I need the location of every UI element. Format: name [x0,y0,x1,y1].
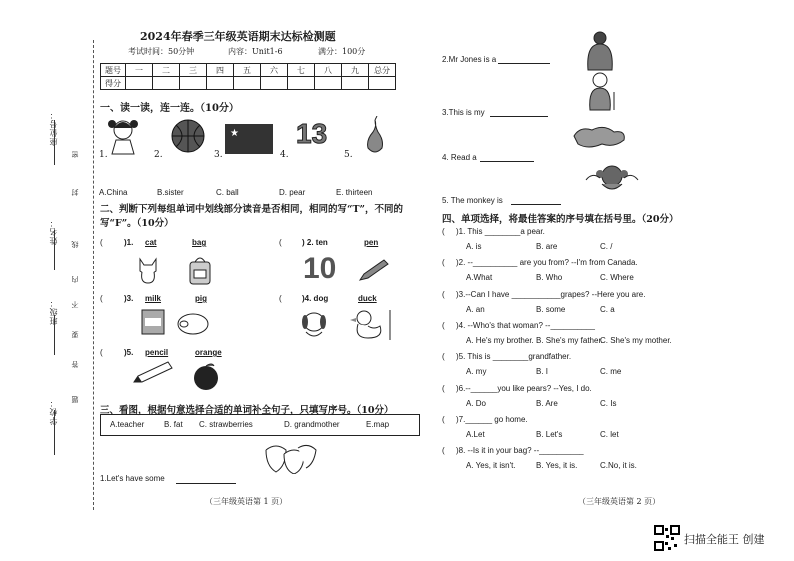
s2-word-pen[interactable]: pen [364,238,379,247]
s3-word: E.map [366,420,390,429]
grandmother-picture [586,70,618,112]
orange-picture [190,360,222,392]
score-cell [207,77,234,90]
ten-picture: 10 [303,252,337,285]
mc-option-a[interactable]: A. He's my brother. [466,336,534,345]
r-q3-blank[interactable] [490,116,548,117]
s1-num: 3. [214,150,223,160]
s3-word: D. grandmother [284,420,340,429]
s1-num: 4. [280,150,289,160]
score-header: 四 [207,64,234,77]
mc-option-b[interactable]: B. Who [536,273,563,282]
exam-score: 满分：100分 [318,47,366,56]
score-header: 三 [180,64,207,77]
section1-heading: 一、读一读，连一连。（10分） [100,103,239,114]
mc-answer-paren[interactable]: ( [442,321,445,330]
r-q3: 3.This is my [442,108,485,117]
mc-option-a[interactable]: A.Let [466,430,485,439]
r-q2: 2.Mr Jones is a [442,55,497,64]
s2-item-num: )1. [124,238,134,247]
s1-num: 1. [99,150,108,160]
s2-word-cat[interactable]: cat [145,238,157,247]
s2-paren: ( [100,348,103,357]
name-line [54,230,55,270]
mc-option-c[interactable]: C. Where [600,273,634,282]
s3-q1-blank[interactable] [176,483,236,484]
r-q4: 4. Read a [442,153,477,162]
s3-word: A.teacher [110,420,145,429]
score-header: 总分 [369,64,396,77]
score-cell [261,77,288,90]
bag-picture [186,254,214,286]
section3-heading: 三、看图，根据句意选择合适的单词补全句子，只填写序号。（10分） [100,405,394,416]
mc-option-c[interactable]: C. She's my mother. [600,336,672,345]
s2-word-duck[interactable]: duck [358,294,377,303]
pear-picture [364,116,386,156]
score-header: 一 [126,64,153,77]
s3-word: C. strawberries [199,420,253,429]
fat-man-picture [586,30,614,72]
mc-question: )6.--______you like pears? --Yes, I do. [456,384,592,393]
seal-char: 要 [71,330,79,338]
mc-option-c[interactable]: C.No, it is. [600,461,637,470]
s2-paren: ( [279,238,282,247]
mc-answer-paren[interactable]: ( [442,415,445,424]
s3-q1: 1.Let's have some [100,474,165,483]
s2-item-num: )3. [124,294,134,303]
girl-picture [106,116,140,156]
s2-word-milk[interactable]: milk [145,294,162,303]
s1-option: E. thirteen [336,188,373,197]
ball-picture [170,118,206,154]
mc-answer-paren[interactable]: ( [442,352,445,361]
mc-option-c[interactable]: C. a [600,305,615,314]
r-q5-blank[interactable] [511,204,561,205]
mc-option-b[interactable]: B. Are [536,399,558,408]
mc-question: )8. --Is it in your bag? --__________ [456,446,584,455]
s1-option: A.China [99,188,128,197]
seal-char: 线 [71,240,79,248]
mc-question: )2. --__________ are you from? --I'm from Canada. [456,258,638,267]
seal-char: 不 [71,300,79,308]
score-header: 二 [153,64,180,77]
mc-question: )3.--Can I have ___________grapes? --Here you are. [456,290,646,299]
monkey-picture [582,162,640,192]
duck-picture [350,308,392,342]
s2-paren: ( [100,238,103,247]
score-header: 九 [342,64,369,77]
section4-heading: 四、单项选择，将最佳答案的序号填在括号里。（20分） [442,214,679,225]
s1-num: 2. [154,150,163,160]
score-header: 七 [288,64,315,77]
r-q5: 5. The monkey is [442,196,503,205]
mc-option-c[interactable]: C. / [600,242,613,251]
school-label: 学校： [49,398,58,425]
r-q4-blank[interactable] [480,161,534,162]
s1-option: B.sister [157,188,184,197]
exam-title: 2024年春季三年级英语期末达标检测题 [140,30,336,43]
seal-char: 内 [71,275,79,283]
score-table [100,63,396,90]
mc-question: )5. This is ________grandfather. [456,352,572,361]
page2-footer: （三年级英语第 2 页） [578,497,661,506]
strawberries-picture [262,440,318,474]
seat-line [54,120,55,165]
s2-item-num: ) 2. ten [302,238,328,247]
mc-answer-paren[interactable]: ( [442,258,445,267]
mc-option-b[interactable]: B. Yes, it is. [536,461,578,470]
china-flag-picture [225,124,273,154]
s2-word-bag[interactable]: bag [192,238,207,247]
mc-option-a[interactable]: A. an [466,305,485,314]
mc-option-b[interactable]: B. She's my father. [536,336,603,345]
pen-picture [356,256,390,284]
s1-num: 5. [344,150,353,160]
mc-answer-paren[interactable]: ( [442,227,445,236]
score-cell [288,77,315,90]
section2-heading: 二、判断下列每组单词中划线部分读音是否相同，相同的写“T”，不同的写“F”。（10分） [100,204,403,229]
mc-option-a[interactable]: A.What [466,273,493,282]
mc-question: )7.______ go home. [456,415,528,424]
mc-option-b[interactable]: B. I [536,367,549,376]
pig-picture [176,310,210,336]
r-q2-blank[interactable] [498,63,550,64]
score-header: 八 [315,64,342,77]
seal-line [93,40,94,510]
score-cell [342,77,369,90]
mc-option-c[interactable]: C. Is [600,399,617,408]
seal-char: 密 [71,150,79,158]
s2-word-pencil[interactable]: pencil [145,348,169,357]
score-cell [180,77,207,90]
mc-option-c[interactable]: C. me [600,367,622,376]
map-picture [570,122,628,152]
mc-option-c[interactable]: C. let [600,430,619,439]
class-label: 班级： [49,298,58,325]
mc-answer-paren[interactable]: ( [442,446,445,455]
page1-footer: （三年级英语第 1 页） [205,497,288,506]
mc-answer-paren[interactable]: ( [442,384,445,393]
svg-text:★: ★ [230,128,239,139]
score-header: 题号 [101,64,126,77]
seal-char: 题 [71,395,79,403]
seal-char: 封 [71,188,79,196]
mc-answer-paren[interactable]: ( [442,290,445,299]
exam-time: 考试时间：50分钟 [128,47,195,56]
s2-paren: ( [100,294,103,303]
score-cell [369,77,396,90]
score-header: 六 [261,64,288,77]
mc-option-a[interactable]: A. is [466,242,482,251]
seal-char: 答 [71,360,79,368]
watermark-text: 扫描全能王 创建 [684,533,765,546]
score-cell [315,77,342,90]
score-cell [126,77,153,90]
cat-picture [134,255,162,285]
s3-word: B. fat [164,420,183,429]
qr-code-icon [654,525,680,551]
s2-item-num: )5. [124,348,134,357]
score-cell [153,77,180,90]
mc-option-a[interactable]: A. Do [466,399,487,408]
s2-word-pig[interactable]: pig [195,294,207,303]
s1-option: D. pear [279,188,306,197]
thirteen-picture: 13 [296,118,328,149]
mc-option-b[interactable]: B. some [536,305,566,314]
score-row-label: 得分 [101,77,126,90]
score-cell [234,77,261,90]
mc-option-a[interactable]: A. my [466,367,487,376]
mc-option-b[interactable]: B. Let's [536,430,563,439]
s1-option: C. ball [216,188,239,197]
s2-item-num: )4. dog [302,294,329,303]
milk-picture [140,308,166,336]
exam-content: 内容：Unit1-6 [228,47,283,56]
dog-picture [298,308,330,340]
seat-label: 座位号： [49,110,58,146]
name-label: 姓名： [49,218,58,245]
pencil-picture [130,360,176,386]
mc-option-a[interactable]: A. Yes, it isn't. [466,461,516,470]
s2-paren: ( [279,294,282,303]
school-line [54,410,55,455]
class-line [54,315,55,355]
mc-option-b[interactable]: B. are [536,242,558,251]
s2-word-orange[interactable]: orange [195,348,222,357]
mc-question: )1. This ________a pear. [456,227,545,236]
score-header: 五 [234,64,261,77]
mc-question: )4. --Who's that woman? --__________ [456,321,595,330]
